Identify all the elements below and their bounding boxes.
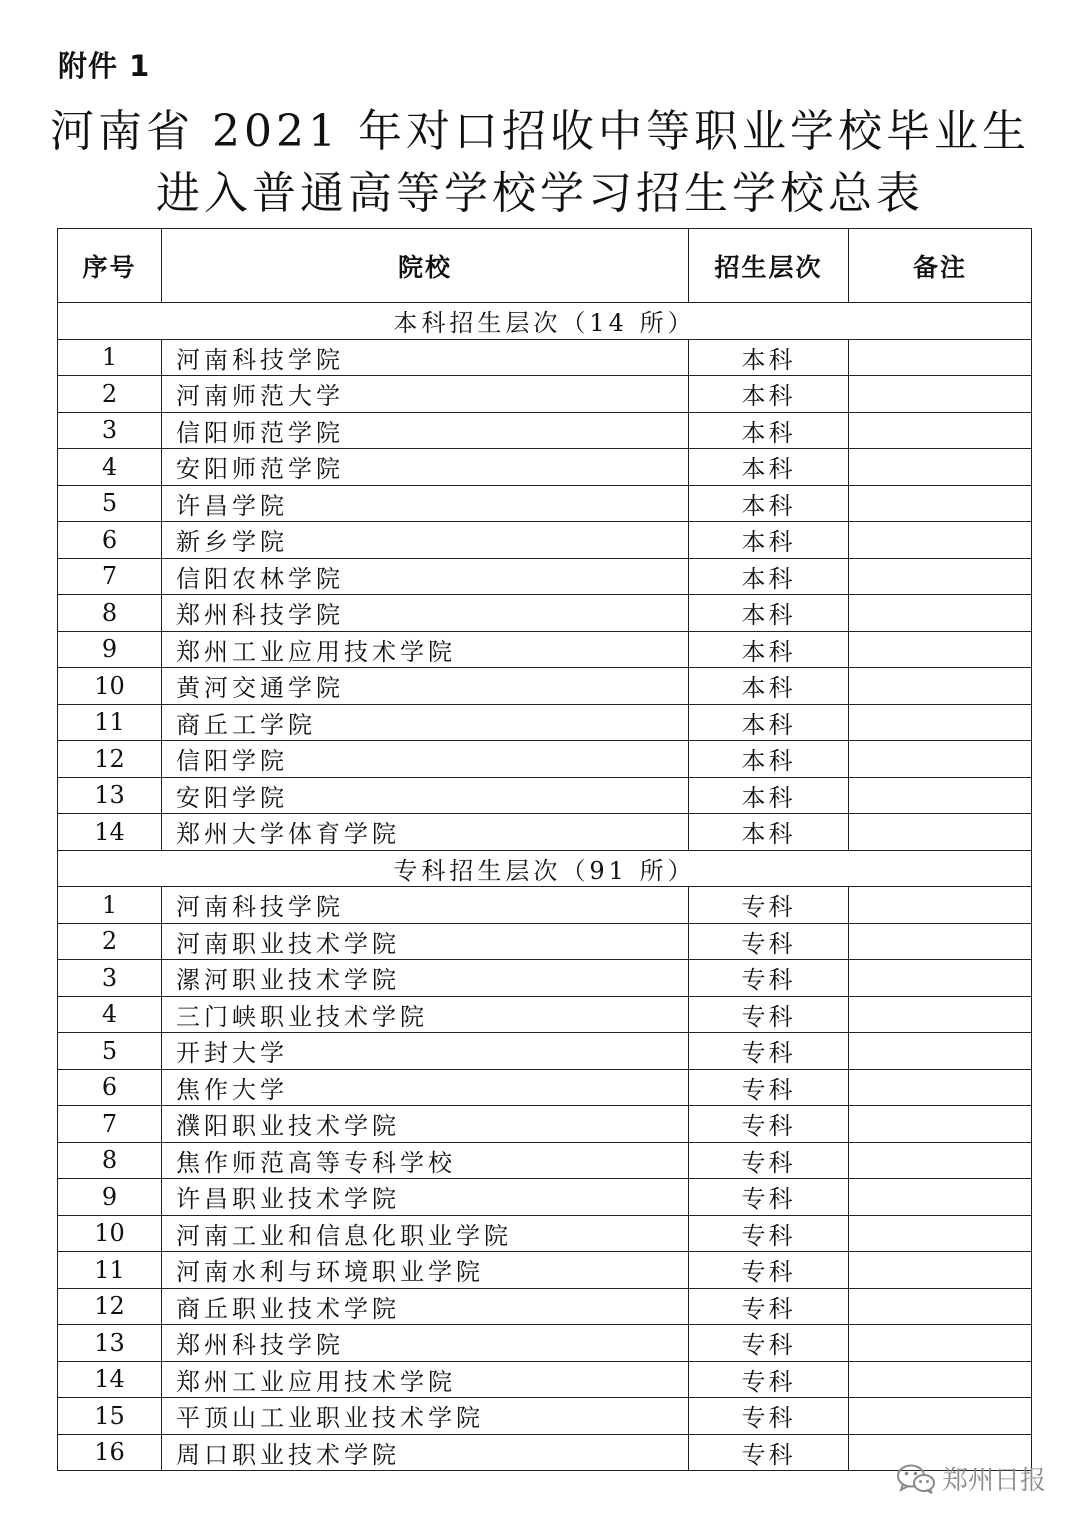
table-row (58, 1434, 1032, 1471)
cell-level: 专科 (689, 1325, 849, 1362)
cell-level: 专科 (689, 1361, 849, 1398)
wechat-icon (896, 1463, 936, 1495)
schools-table (57, 228, 1032, 1471)
table-row (58, 1033, 1032, 1070)
table-body (58, 303, 1032, 1471)
cell-school: 郑州工业应用技术学院 (162, 1361, 689, 1398)
table-row (58, 741, 1032, 778)
cell-school: 河南职业技术学院 (162, 923, 689, 960)
cell-note (849, 1361, 1032, 1398)
cell-no: 6 (58, 522, 162, 559)
cell-no: 1 (58, 887, 162, 924)
header-level: 招生层次 (689, 229, 849, 303)
cell-school: 商丘工学院 (162, 704, 689, 741)
cell-no: 10 (58, 1215, 162, 1252)
cell-school: 平顶山工业职业技术学院 (162, 1398, 689, 1435)
cell-note (849, 1069, 1032, 1106)
cell-note (849, 376, 1032, 413)
cell-note (849, 1288, 1032, 1325)
cell-no: 8 (58, 1142, 162, 1179)
cell-school: 许昌职业技术学院 (162, 1179, 689, 1216)
cell-level: 专科 (689, 923, 849, 960)
cell-school: 安阳师范学院 (162, 449, 689, 486)
cell-school: 郑州大学体育学院 (162, 814, 689, 851)
cell-level: 本科 (689, 339, 849, 376)
header-note: 备注 (849, 229, 1032, 303)
cell-level: 专科 (689, 1179, 849, 1216)
table-row (58, 376, 1032, 413)
cell-note (849, 339, 1032, 376)
cell-no: 1 (58, 339, 162, 376)
table-row (58, 887, 1032, 924)
cell-school: 信阳农林学院 (162, 558, 689, 595)
cell-note (849, 558, 1032, 595)
table-row (58, 960, 1032, 997)
cell-note (849, 741, 1032, 778)
cell-school: 焦作师范高等专科学校 (162, 1142, 689, 1179)
cell-level: 本科 (689, 449, 849, 486)
document-title-line2: 进入普通高等学校学习招生学校总表 (156, 168, 924, 219)
cell-school: 焦作大学 (162, 1069, 689, 1106)
table-row (58, 1106, 1032, 1143)
cell-no: 7 (58, 1106, 162, 1143)
cell-no: 14 (58, 1361, 162, 1398)
cell-level: 本科 (689, 376, 849, 413)
cell-level: 专科 (689, 1434, 849, 1471)
cell-note (849, 1398, 1032, 1435)
cell-level: 专科 (689, 1033, 849, 1070)
table-row (58, 485, 1032, 522)
document-title-line1: 河南省 2021 年对口招收中等职业学校毕业生 (50, 106, 1030, 157)
cell-note (849, 1252, 1032, 1289)
cell-level: 本科 (689, 631, 849, 668)
cell-school: 河南科技学院 (162, 339, 689, 376)
section-heading-row (58, 303, 1032, 340)
cell-note (849, 412, 1032, 449)
section-heading: 本科招生层次（14 所） (58, 303, 1032, 340)
cell-note (849, 595, 1032, 632)
cell-no: 13 (58, 1325, 162, 1362)
cell-note (849, 996, 1032, 1033)
cell-no: 9 (58, 1179, 162, 1216)
cell-school: 郑州工业应用技术学院 (162, 631, 689, 668)
cell-no: 8 (58, 595, 162, 632)
cell-no: 16 (58, 1434, 162, 1471)
table-row (58, 1325, 1032, 1362)
cell-note (849, 960, 1032, 997)
cell-level: 专科 (689, 1142, 849, 1179)
cell-school: 周口职业技术学院 (162, 1434, 689, 1471)
cell-no: 5 (58, 1033, 162, 1070)
cell-level: 本科 (689, 814, 849, 851)
cell-level: 专科 (689, 1215, 849, 1252)
table-row (58, 777, 1032, 814)
cell-no: 3 (58, 960, 162, 997)
cell-school: 新乡学院 (162, 522, 689, 559)
cell-level: 专科 (689, 887, 849, 924)
cell-level: 专科 (689, 1106, 849, 1143)
cell-note (849, 522, 1032, 559)
watermark-text: 郑州日报 (942, 1466, 1047, 1496)
cell-school: 黄河交通学院 (162, 668, 689, 705)
cell-no: 6 (58, 1069, 162, 1106)
table-row (58, 814, 1032, 851)
cell-school: 河南科技学院 (162, 887, 689, 924)
cell-note (849, 449, 1032, 486)
table-row (58, 339, 1032, 376)
table-header-row (58, 229, 1032, 303)
table-row (58, 595, 1032, 632)
cell-no: 12 (58, 741, 162, 778)
cell-no: 7 (58, 558, 162, 595)
cell-note (849, 923, 1032, 960)
table-row (58, 923, 1032, 960)
header-no: 序号 (58, 229, 162, 303)
cell-school: 河南工业和信息化职业学院 (162, 1215, 689, 1252)
table-row (58, 704, 1032, 741)
table-row (58, 522, 1032, 559)
cell-no: 11 (58, 1252, 162, 1289)
cell-note (849, 485, 1032, 522)
cell-school: 开封大学 (162, 1033, 689, 1070)
cell-no: 5 (58, 485, 162, 522)
cell-note (849, 814, 1032, 851)
cell-school: 信阳师范学院 (162, 412, 689, 449)
cell-no: 13 (58, 777, 162, 814)
cell-level: 专科 (689, 996, 849, 1033)
cell-level: 本科 (689, 777, 849, 814)
cell-note (849, 1325, 1032, 1362)
cell-no: 3 (58, 412, 162, 449)
cell-no: 4 (58, 996, 162, 1033)
cell-no: 9 (58, 631, 162, 668)
cell-level: 本科 (689, 558, 849, 595)
table-row (58, 1288, 1032, 1325)
cell-school: 濮阳职业技术学院 (162, 1106, 689, 1143)
cell-note (849, 1106, 1032, 1143)
cell-level: 本科 (689, 595, 849, 632)
cell-note (849, 631, 1032, 668)
cell-school: 郑州科技学院 (162, 1325, 689, 1362)
cell-school: 河南水利与环境职业学院 (162, 1252, 689, 1289)
cell-school: 三门峡职业技术学院 (162, 996, 689, 1033)
cell-school: 许昌学院 (162, 485, 689, 522)
cell-note (849, 887, 1032, 924)
cell-level: 本科 (689, 704, 849, 741)
cell-school: 商丘职业技术学院 (162, 1288, 689, 1325)
table-row (58, 412, 1032, 449)
table-row (58, 1179, 1032, 1216)
cell-school: 河南师范大学 (162, 376, 689, 413)
table-row (58, 1398, 1032, 1435)
attachment-label: 附件 1 (58, 49, 151, 83)
table-row (58, 631, 1032, 668)
cell-note (849, 1142, 1032, 1179)
cell-note (849, 777, 1032, 814)
cell-school: 信阳学院 (162, 741, 689, 778)
cell-no: 15 (58, 1398, 162, 1435)
cell-level: 本科 (689, 412, 849, 449)
table-row (58, 996, 1032, 1033)
cell-school: 漯河职业技术学院 (162, 960, 689, 997)
cell-level: 专科 (689, 1252, 849, 1289)
cell-note (849, 668, 1032, 705)
table-row (58, 668, 1032, 705)
cell-level: 本科 (689, 485, 849, 522)
table-row (58, 1361, 1032, 1398)
table-row (58, 1069, 1032, 1106)
cell-no: 4 (58, 449, 162, 486)
table-row (58, 1142, 1032, 1179)
cell-level: 本科 (689, 741, 849, 778)
table-row (58, 449, 1032, 486)
cell-level: 专科 (689, 1398, 849, 1435)
cell-no: 14 (58, 814, 162, 851)
section-heading: 专科招生层次（91 所） (58, 850, 1032, 887)
cell-level: 本科 (689, 668, 849, 705)
cell-no: 2 (58, 923, 162, 960)
cell-no: 11 (58, 704, 162, 741)
cell-level: 专科 (689, 1069, 849, 1106)
cell-note (849, 1033, 1032, 1070)
cell-school: 安阳学院 (162, 777, 689, 814)
cell-note (849, 1215, 1032, 1252)
cell-no: 2 (58, 376, 162, 413)
cell-level: 本科 (689, 522, 849, 559)
watermark (896, 1460, 1046, 1497)
cell-no: 12 (58, 1288, 162, 1325)
cell-level: 专科 (689, 960, 849, 997)
cell-no: 10 (58, 668, 162, 705)
section-heading-row (58, 850, 1032, 887)
table-row (58, 1215, 1032, 1252)
table-row (58, 558, 1032, 595)
cell-school: 郑州科技学院 (162, 595, 689, 632)
header-school: 院校 (162, 229, 689, 303)
cell-note (849, 704, 1032, 741)
cell-note (849, 1179, 1032, 1216)
table-row (58, 1252, 1032, 1289)
cell-level: 专科 (689, 1288, 849, 1325)
